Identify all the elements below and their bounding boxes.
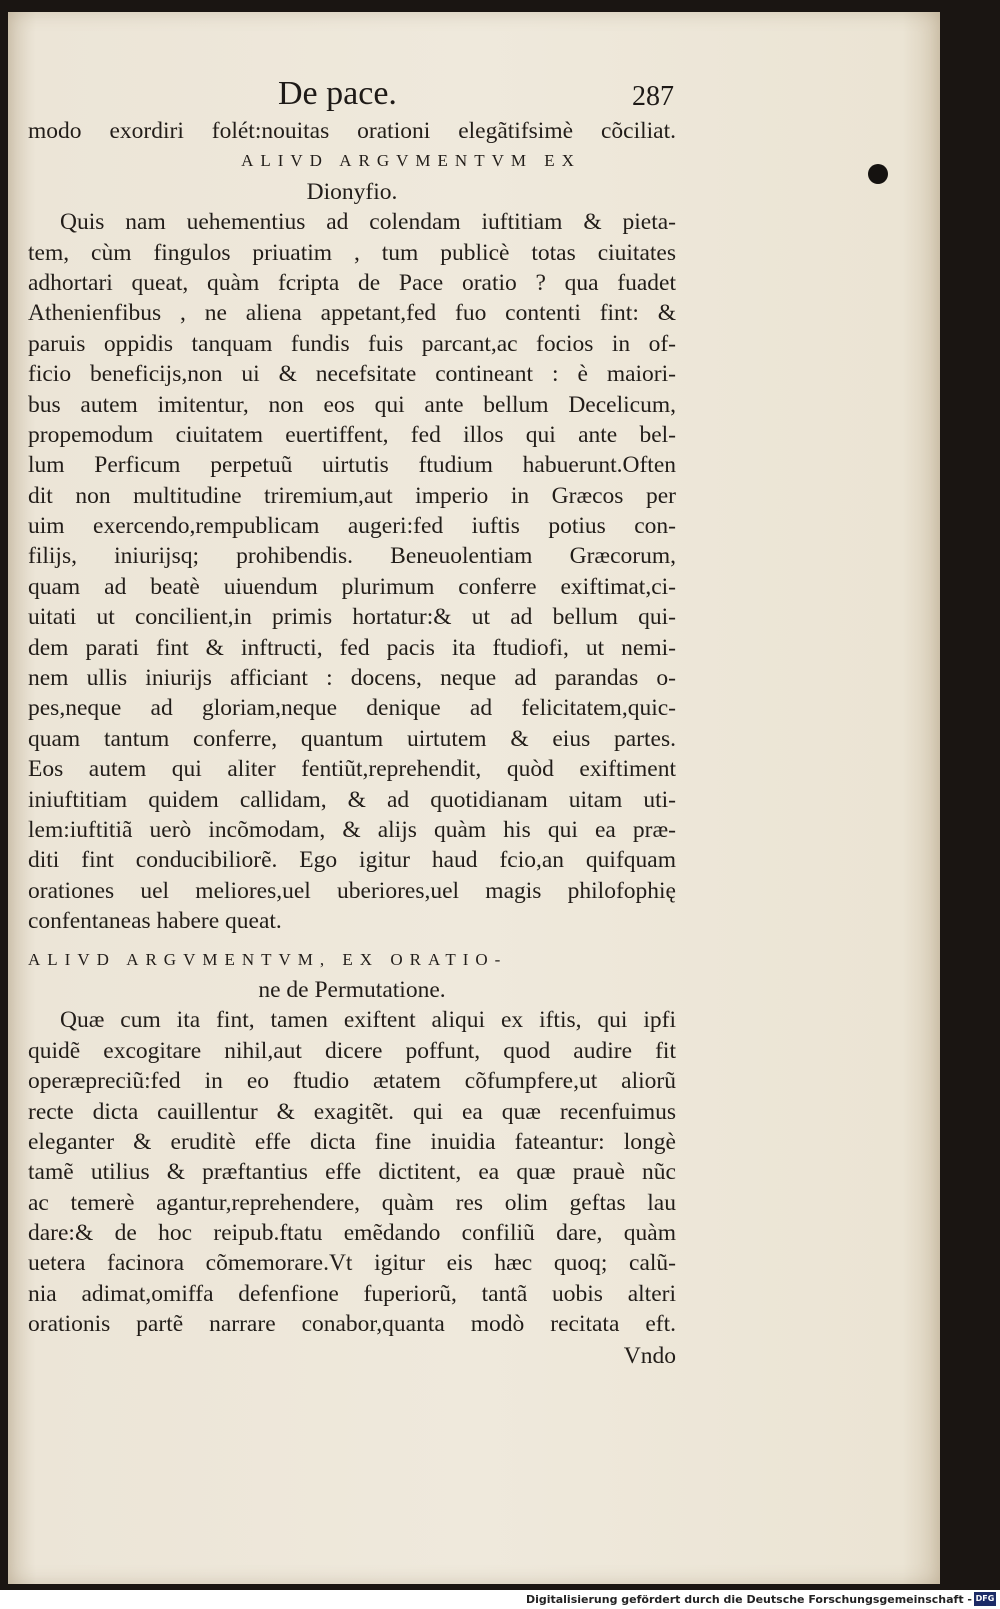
text-line: Quæ cum ita fint, tamen exiftent aliqui ex iftis, qui ipfi	[60, 1007, 676, 1034]
text-line: eleganter & eruditè effe dicta fine inuidia fateantur: longè	[28, 1128, 676, 1155]
text-line: ficio beneficijs,non ui & necefsitate contineant : è maiori-	[28, 361, 676, 388]
text-line: Athenienfibus , ne aliena appetant,fed fuo contenti fint: &	[28, 300, 676, 327]
text-line: iniuftitiam quidem callidam, & ad quotidianam uitam uti-	[28, 786, 676, 813]
text-line: Eos autem qui aliter fentiũt,reprehendit, quòd exiftiment	[28, 756, 676, 783]
text-line: dit non multitudine triremium,aut imperio in Græcos per	[28, 482, 676, 509]
ink-blot	[868, 164, 888, 184]
text-line: recte dicta cauillentur & exagitẽt. qui ea quæ recenfuimus	[28, 1098, 676, 1125]
footer-credit: Digitalisierung gefördert durch die Deutsche Forschungsgemeinschaft -	[525, 1593, 972, 1606]
text-line: bus autem imitentur, non eos qui ante bellum Decelicum,	[28, 391, 676, 418]
text-line: quam tantum conferre, quantum uirtutem & eius partes.	[28, 725, 676, 752]
text-line: lem:iuftitiã uerò incõmodam, & alijs quàm his qui ea præ-	[28, 816, 676, 843]
text-line: operæpreciũ:fed in eo ftudio ætatem cõfumpfere,ut aliorũ	[28, 1068, 676, 1095]
text-line: lum Perficum perpetuũ uirtutis ftudium habuerunt.Often	[28, 452, 676, 479]
text-line: confentaneas habere queat.	[28, 908, 282, 935]
section-heading: ALIVD ARGVMENTVM EX	[241, 151, 581, 171]
text-line: Quis nam uehementius ad colendam iuftitiam & pieta-	[60, 209, 676, 236]
text-line: dem parati fint & inftructi, fed pacis ita ftudiofi, ut nemi-	[28, 634, 676, 661]
text-line: quidẽ excogitare nihil,aut dicere poffunt, quod audire fit	[28, 1037, 676, 1064]
text-line: uetera facinora cõmemorare.Vt igitur eis hæc quoq; calũ-	[28, 1250, 676, 1277]
section-heading-continuation: Dionyfio.	[306, 178, 398, 205]
text-line: orationis partẽ narrare conabor,quanta modò recitata eft.	[28, 1311, 676, 1338]
text-line: uitati ut concilient,in primis hortatur:& ut ad bellum qui-	[28, 604, 676, 631]
text-line: diti fint conducibiliorẽ. Ego igitur haud fcio,an quifquam	[28, 847, 676, 874]
text-line: quam ad beatè uiuendum plurimum conferre exiftimat,ci-	[28, 573, 676, 600]
page-number: 287	[632, 81, 674, 112]
section-gap	[28, 937, 676, 945]
section-heading-continuation: ne de Permutatione.	[258, 976, 446, 1003]
text-line: adhortari queat, quàm fcripta de Pace oratio ? qua fuadet	[28, 269, 676, 296]
text-line: ac temerè agantur,reprehendere, quàm res olim geftas lau	[28, 1189, 676, 1216]
text-line: orationes uel meliores,uel uberiores,uel magis philofophię	[28, 877, 676, 904]
text-line: paruis oppidis tanquam fundis fuis parcant,ac focios in of-	[28, 330, 676, 357]
text-line: nem ullis iniurijs afficiant : docens, neque ad parandas o-	[28, 665, 676, 692]
text-block	[28, 116, 676, 1372]
text-line: filijs, iniurijsq; prohibendis. Beneuolentiam Græcorum,	[28, 543, 676, 570]
text-line: tamẽ utilius & præftantius effe dictitent, ea quæ prauè nũc	[28, 1159, 676, 1186]
page-header	[28, 74, 674, 118]
text-line: nia adimat,omiffa defenfione fuperiorũ, tantã uobis alteri	[28, 1280, 676, 1307]
text-line: uim exercendo,rempublicam augeri:fed iuftis potius con-	[28, 513, 676, 540]
text-line: dare:& de hoc reipub.ftatu emẽdando confiliũ dare, quàm	[28, 1220, 676, 1247]
catchword: Vndo	[623, 1342, 676, 1369]
section-heading: ALIVD ARGVMENTVM, EX ORATIO-	[28, 949, 508, 969]
dfg-logo-icon: DFG	[974, 1592, 996, 1606]
text-line: pes,neque ad gloriam,neque denique ad felicitatem,quic-	[28, 695, 676, 722]
text-line: tem, cùm fingulos priuatim , tum publicè totas ciuitates	[28, 239, 676, 266]
text-line: propemodum ciuitatem euertiffent, fed illos qui ante bel-	[28, 421, 676, 448]
running-title: De pace.	[278, 75, 397, 112]
footer-bar	[0, 1590, 1000, 1609]
text-line: modo exordiri folét:nouitas orationi elegãtifsimè cõciliat.	[28, 118, 676, 144]
